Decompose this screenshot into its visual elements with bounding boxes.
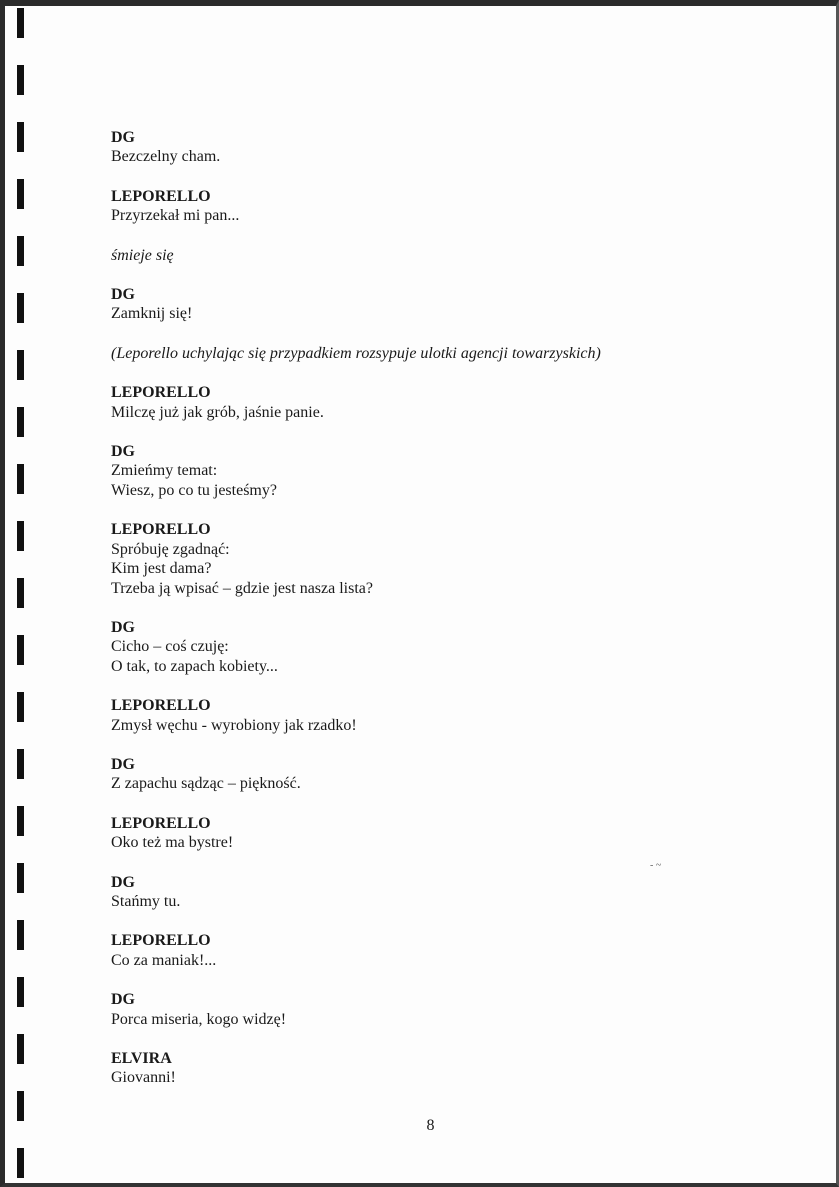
- binding-hole: [17, 407, 24, 437]
- binding-hole: [17, 122, 24, 152]
- dialogue-line: O tak, to zapach kobiety...: [111, 657, 278, 675]
- dialogue-block: [111, 128, 731, 167]
- dialogue-line: Z zapachu sądząc – piękność.: [111, 775, 301, 793]
- speaker-name: DG: [111, 129, 135, 146]
- binding-hole: [17, 1034, 24, 1064]
- dialogue-line: Bezczelny cham.: [111, 148, 221, 166]
- binding-hole: [17, 635, 24, 665]
- dialogue-line: Stańmy tu.: [111, 892, 181, 910]
- speaker-name: LEPORELLO: [111, 932, 211, 950]
- dialogue-line: Zmysł węchu - wyrobiony jak rzadko!: [111, 716, 357, 734]
- dialogue-line: Trzeba ją wpisać – gdzie jest nasza lista?: [111, 579, 373, 597]
- stage-direction: [111, 344, 731, 363]
- speaker-name: LEPORELLO: [111, 187, 211, 205]
- dialogue-block: [111, 696, 731, 735]
- dialogue-block: [111, 442, 731, 500]
- dialogue-line: Milczę już jak grób, jaśnie panie.: [111, 403, 324, 421]
- binding-hole: [17, 293, 24, 323]
- speaker-name: LEPORELLO: [111, 814, 211, 832]
- stage-direction-text: (Leporello uchylając się przypadkiem rozsypuje ulotki agencji towarzyskich): [111, 344, 601, 362]
- dialogue-line: Wiesz, po co tu jesteśmy?: [111, 481, 277, 499]
- binding-hole: [17, 749, 24, 779]
- dialogue-block: [111, 931, 731, 970]
- binding-hole: [17, 863, 24, 893]
- dialogue-line: Kim jest dama?: [111, 560, 212, 578]
- dialogue-block: [111, 814, 731, 853]
- dialogue-block: [111, 618, 731, 676]
- dialogue-line: Oko też ma bystre!: [111, 834, 234, 852]
- binding-hole: [17, 1148, 24, 1178]
- dialogue-block: [111, 383, 731, 422]
- dialogue-block: [111, 187, 731, 226]
- dialogue-line: Przyrzekał mi pan...: [111, 207, 240, 225]
- speaker-name: DG: [111, 286, 135, 304]
- dialogue-block: [111, 990, 731, 1029]
- dialogue-line: Porca miseria, kogo widzę!: [111, 1010, 287, 1028]
- binding-hole: [17, 521, 24, 551]
- dialogue-block: [111, 755, 731, 794]
- scan-speck: - ~: [650, 860, 662, 871]
- speaker-name: DG: [111, 755, 135, 773]
- dialogue-line: Zmieńmy temat:: [111, 462, 218, 480]
- speaker-name: DG: [111, 991, 135, 1009]
- binding-hole: [17, 977, 24, 1007]
- binding-hole: [17, 692, 24, 722]
- speaker-name: ELVIRA: [111, 1050, 172, 1067]
- dialogue-line: Spróbuję zgadnąć:: [111, 540, 230, 558]
- speaker-name: LEPORELLO: [111, 384, 211, 402]
- script-body: [111, 128, 731, 1108]
- speaker-name: LEPORELLO: [111, 697, 211, 715]
- binding-holes: [17, 0, 25, 1187]
- stage-direction-text: śmieje się: [111, 246, 174, 264]
- speaker-name: DG: [111, 443, 135, 461]
- dialogue-line: Giovanni!: [111, 1069, 176, 1087]
- dialogue-block: [111, 873, 731, 912]
- speaker-name: DG: [111, 618, 135, 636]
- binding-hole: [17, 179, 24, 209]
- speaker-name: LEPORELLO: [111, 521, 211, 539]
- binding-hole: [17, 8, 24, 38]
- binding-hole: [17, 350, 24, 380]
- dialogue-block: [111, 520, 731, 598]
- dialogue-block: [111, 1049, 731, 1088]
- binding-hole: [17, 920, 24, 950]
- dialogue-line: Cicho – coś czuję:: [111, 638, 229, 656]
- stage-direction: [111, 246, 731, 265]
- dialogue-block: [111, 285, 731, 324]
- binding-hole: [17, 578, 24, 608]
- page-number: 8: [426, 1117, 435, 1134]
- binding-hole: [17, 65, 24, 95]
- binding-hole: [17, 236, 24, 266]
- dialogue-line: Zamknij się!: [111, 305, 193, 323]
- binding-hole: [17, 464, 24, 494]
- speaker-name: DG: [111, 873, 135, 891]
- dialogue-line: Co za maniak!...: [111, 951, 217, 969]
- binding-hole: [17, 806, 24, 836]
